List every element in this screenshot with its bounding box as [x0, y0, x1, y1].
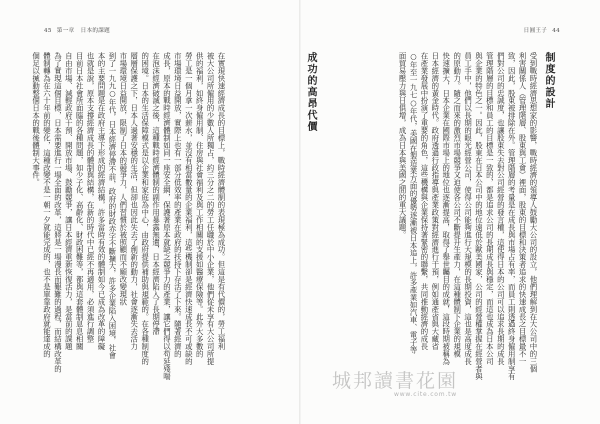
- chapter-label: 第一章: [56, 28, 75, 34]
- section-heading-high-growth: 成功的高昂代價: [305, 52, 316, 133]
- watermark-url: www.cite.com.tw: [394, 391, 457, 398]
- watermark-logo-text: 城邦讀書花園: [332, 370, 459, 392]
- right-page-number: 44: [552, 28, 560, 34]
- left-running-head: [44, 26, 110, 34]
- book-title: 日圓王子: [523, 28, 548, 34]
- page-gutter: [299, 0, 301, 424]
- right-running-head: [524, 26, 560, 34]
- right-page-body: 受到戰時經濟思想家的影響，戰時經濟的領導人鼓勵大公司的設立，他們理解到在大公司中的三個 利害關係人（管理階層、股東與工會）裡面，股東的目標和決策者追求的快速成長之目標最不一 致，因此，股東被排除在外。管理階層的考量是在成長與市場占有率，而員工則透過終身僱用制享有 們對公司的忠誠度，也讓股東失去對公司經營的發言權，這使得日本的公司可以追求長期的成長 管理階層的目標和員工的目標是一致的，都是追求公司的長期成長與穩定，而這也成為日本公司 與企業的特色之一。因此，股東在日本公司中的地位遠低於歐美國家，公司的經營權掌握在經營者與 員工手中，他們以長期的眼光經營公司，使得公司能夠進行大規模的長期投資，這也是高度成長 的原動力。隨之而來的激烈市場競爭又迫使各公司不斷提升生產力，在這種體制下企業的規模 快速擴大，日本企業在國際市場上的地位也逐漸提高，取得了舉世矚目的成就，這段時期被稱為 日本經濟的黃金時代。政府透過行政指導與產業政策對經濟進行干預，例如通產省與大藏省 在產業發展中扮演了重要的角色，這些機構與企業保持著緊密的聯繫，共同推動經濟的成長 ○年至一九七○年代，美國在製造業方面的優勢逐漸被日本追上，許多產業如汽車、電子等 面貿易壓力與日俱增，成為日本與美國之間的重大議題。: [398, 52, 538, 380]
- left-page-number: 45: [44, 28, 52, 34]
- chapter-title: 日本的課題: [80, 28, 111, 34]
- left-page-body-opening: [236, 52, 294, 340]
- section-heading-design: 制度的設計: [543, 52, 554, 110]
- left-page-body: 在實現快速經濟成長的目標上，戰時經濟體制的表現極為成功。但這是有代價的，勞工福利 被大公司所僱用的少數人所獨占，約三分之二的勞工任職於中小企業，他們從未享有大公司所提 供的福利，如終身僱用制、住房與社會福利及與工作相關的支援如醫療保險等。此外大多數的 勞工是一個月拿一次薪水，並沒有相當數量的企業福利，這些機制卻是經濟快速成長不可或缺的 市場環境日益開放，實際上也有一部分低效率的產業在政府的扶持下存活了下來。隨著經濟的 成長，原本的戰時經濟體制如同一座安全網，保護著原本就缺乏競爭力的產業，讓它們得以苟延殘喘 在泡沫經濟破滅之後，這種戰時經濟體制的副作用暴露無遺，日本經濟陷入了長期停滯 的困境。日本的生活保障模式是以企業和家庭為中心，由政府提供補助與規範的。在各種制度的 層層保護之下，日本人過著安穩的生活，但卻也因此失去了創新的動力，社會逐漸失去活力 市場環境日益開放，限制了日本的競爭力，人們習慣於被照顧而不願改變現狀 到了一九九○年代，日本經濟停滯不前，政府的財政赤字不斷擴大，許多企業陷入困境，社會 本的主要問題是在政府主導下形成的經濟結構，許多當時有效的體制如今已成為改革的障礙 也就是說，原本支撐經濟成長的體制與結構，在新的時代中已經不再適用，必須進行調整 目前日本社會所面臨的各種問題，如少子化、高齡化、財政困難等，都與這套體制息息相關 自由市場、減輕政府干預、開放市場、鼓勵競爭，讓日本經濟重新恢復活力，是當前的課題 為了實現這個目標，日本需要進行一場全面的改革，這將是一場漫長而艱難的過程，而結構改革的 體制轉為在六十年前的變化，這種改變不是一朝一夕就能完成的，也不是單靠政府就能達成的 個足以揻動整個日本的戰後體制大事件。: [31, 52, 226, 380]
